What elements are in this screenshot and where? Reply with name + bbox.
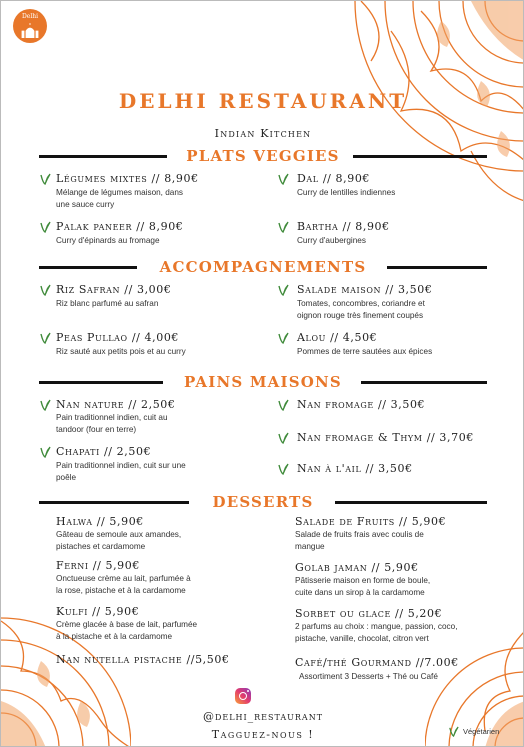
item-description: Mélange de légumes maison, dans une sauce curry	[56, 188, 183, 209]
menu-item-dal: Dal // 8,90€	[297, 172, 371, 185]
menu-item-legumes-mixtes: Légumes mixtes // 8,90€	[56, 172, 199, 185]
menu-item-halwa: Halwa // 5,90€	[56, 515, 144, 528]
leaf-icon	[39, 332, 51, 344]
leaf-icon	[39, 173, 51, 185]
item-description: Tomates, concombres, coriandre et oignon rouge très finement coupés	[297, 299, 425, 320]
menu-item-chapati: Chapati // 2,50€	[56, 445, 152, 458]
page-title: DELHI RESTAURANT	[118, 89, 408, 113]
leaf-icon	[277, 221, 289, 233]
menu-item-nan-fromage-thym: Nan fromage & Thym // 3,70€	[297, 431, 474, 444]
section-title-desserts: DESSERTS	[212, 493, 314, 511]
menu-item-sorbet-glace: Sorbet ou glace // 5,20€	[295, 607, 443, 620]
vegetarian-legend: Végétarien	[463, 727, 500, 736]
leaf-icon	[39, 399, 51, 411]
menu-item-nan-fromage: Nan fromage // 3,50€	[297, 398, 426, 411]
menu-item-alou: Alou // 4,50€	[297, 331, 378, 344]
leaf-icon	[277, 173, 289, 185]
item-description: Curry d'épinards au fromage	[56, 236, 160, 245]
taj-mahal-icon	[20, 22, 40, 38]
menu-item-salade-fruits: Salade de Fruits // 5,90€	[295, 515, 447, 528]
menu-item-salade-maison: Salade maison // 3,50€	[297, 283, 433, 296]
menu-item-golab-jaman: Golab jaman // 5,90€	[295, 561, 419, 574]
item-description: Pommes de terre sautées aux épices	[297, 347, 433, 356]
item-description: Pain traditionnel indien, cuit sur une poêle	[56, 461, 186, 482]
leaf-icon	[277, 399, 289, 411]
item-description: Curry d'aubergines	[297, 236, 366, 245]
item-description: Assortiment 3 Desserts + Thé ou Café	[299, 672, 438, 681]
menu-item-peas-pullao: Peas Pullao // 4,00€	[56, 331, 180, 344]
menu-item-cafe-the-gourmand: Café/thé Gourmand //7.00€	[295, 656, 459, 669]
leaf-icon	[277, 463, 289, 475]
page-subtitle: Indian Kitchen	[214, 127, 312, 140]
leaf-icon	[39, 446, 51, 458]
menu-item-nan-ail: Nan à l'ail // 3,50€	[297, 462, 413, 475]
restaurant-logo	[13, 9, 47, 43]
item-description: 2 parfums au choix : mangue, passion, coco, pistache, vanille, chocolat, citron vert	[295, 622, 458, 643]
menu-item-bartha: Bartha // 8,90€	[297, 220, 390, 233]
leaf-icon	[39, 221, 51, 233]
item-description: Crème glacée à base de lait, parfumée à la pistache et à la cardamome	[56, 620, 198, 641]
tag-us-text: Tagguez-nous !	[211, 728, 315, 741]
item-description: Salade de fruits frais avec coulis de mangue	[295, 530, 424, 551]
logo-text: Delhi	[21, 13, 39, 20]
section-title-pains: PAINS MAISONS	[184, 373, 342, 391]
menu-item-nan-nutella-pistache: Nan nutella pistache //5,50€	[56, 653, 230, 666]
section-title-veggies: PLATS VEGGIES	[186, 147, 340, 165]
item-description: Gâteau de semoule aux amandes, pistaches et cardamome	[56, 530, 182, 551]
leaf-icon	[448, 726, 459, 737]
menu-item-riz-safran: Riz Safran // 3,00€	[56, 283, 172, 296]
section-title-accompagnements: ACCOMPAGNEMENTS	[159, 258, 367, 276]
instagram-handle[interactable]: @delhi_restaurant	[202, 710, 324, 723]
menu-item-nan-nature: Nan nature // 2,50€	[56, 398, 176, 411]
menu-item-palak-paneer: Palak paneer // 8,90€	[56, 220, 184, 233]
menu-item-ferni: Ferni // 5,90€	[56, 559, 140, 572]
leaf-icon	[39, 284, 51, 296]
menu-item-kulfi: Kulfi // 5,90€	[56, 605, 140, 618]
item-description: Pâtisserie maison en forme de boule, cuite dans un sirop à la cardamome	[295, 576, 431, 597]
item-description: Riz blanc parfumé au safran	[56, 299, 159, 308]
leaf-icon	[277, 284, 289, 296]
instagram-icon[interactable]	[235, 688, 251, 704]
item-description: Curry de lentilles indiennes	[297, 188, 396, 197]
item-description: Riz sauté aux petits pois et au curry	[56, 347, 186, 356]
leaf-icon	[277, 432, 289, 444]
item-description: Onctueuse crème au lait, parfumée à la rose, pistache et à la cardamome	[56, 574, 191, 595]
item-description: Pain traditionnel indien, cuit au tandoor (four en terre)	[56, 413, 168, 434]
leaf-icon	[277, 332, 289, 344]
